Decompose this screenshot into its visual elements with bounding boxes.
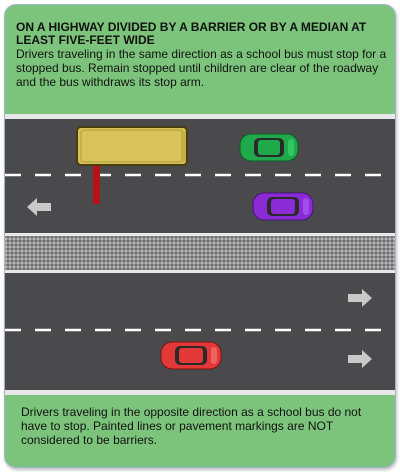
lower-roadway — [5, 270, 395, 395]
purple-car — [253, 193, 313, 220]
top-notice-title: ON A HIGHWAY DIVIDED BY A BARRIER OR BY A MEDIAN AT LEAST FIVE-FEET WIDE — [16, 20, 367, 47]
median — [5, 236, 395, 270]
school-bus — [77, 127, 187, 165]
upper-road-edge-inner — [5, 233, 395, 236]
lower-road-edge — [5, 390, 395, 395]
diagram-card — [4, 4, 396, 468]
divided-highway-illustration — [5, 114, 395, 395]
top-notice-body: Drivers traveling in the same direction as a school bus must stop for a stopped bus. Remain stopped until children are clear of the roadway and the bus withdraws its stop arm. — [16, 47, 387, 89]
green-car — [240, 134, 298, 161]
red-car — [161, 342, 221, 369]
lower-road-edge-inner — [5, 270, 395, 273]
top-notice — [16, 21, 388, 89]
stop-arm — [93, 166, 100, 204]
bottom-notice: Drivers traveling in the opposite direction as a school bus do not have to stop. Painted lines or pavement markings are NOT considered to be barriers. — [21, 405, 362, 447]
upper-road-edge — [5, 114, 395, 119]
